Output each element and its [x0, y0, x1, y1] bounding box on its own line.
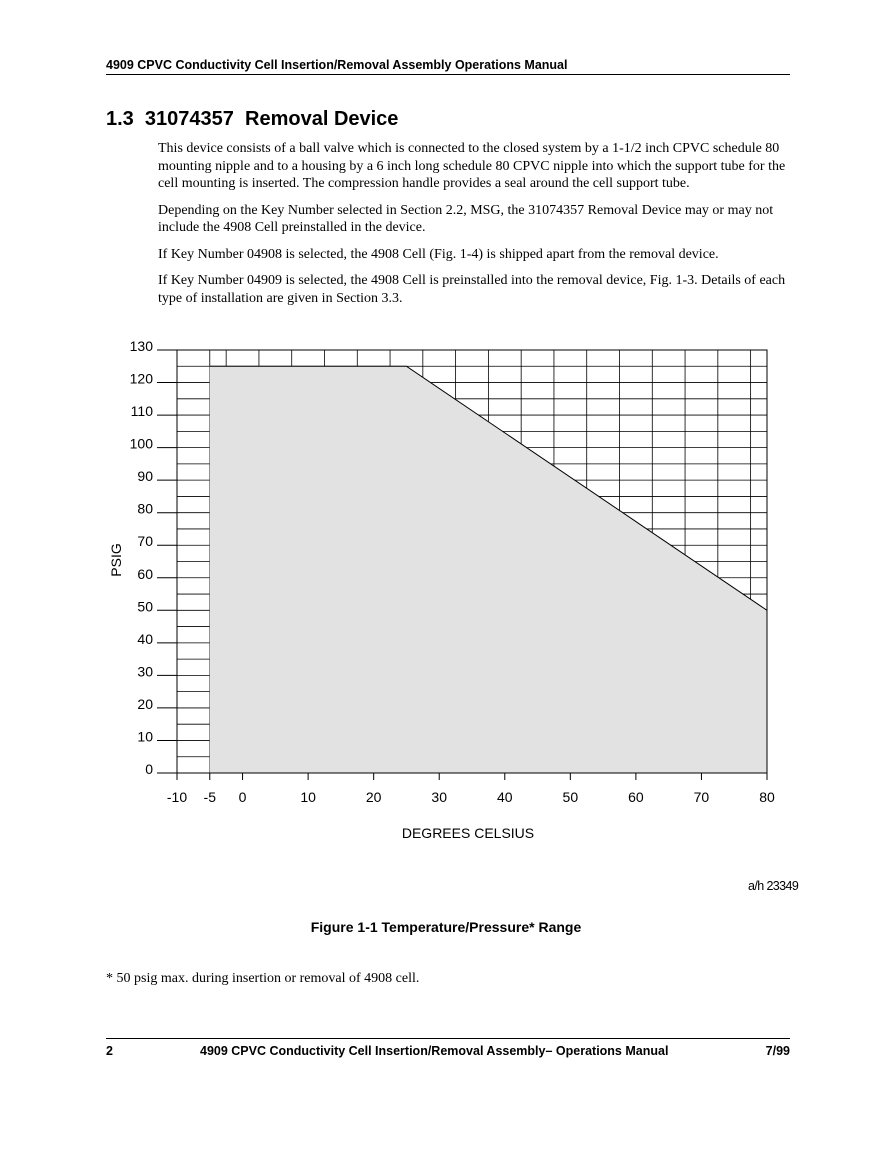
running-header: 4909 CPVC Conductivity Cell Insertion/Removal Assembly Operations Manual: [106, 58, 790, 75]
paragraph: If Key Number 04909 is selected, the 4908 Cell is preinstalled into the removal device, Fig. 1-3. Details of each type of installation are given in Section 3.3.: [158, 273, 786, 306]
y-tick-label: 110: [130, 403, 153, 420]
y-tick-label: 130: [129, 338, 153, 354]
figure-caption: Figure 1-1 Temperature/Pressure* Range: [310, 919, 582, 935]
y-tick-label: 20: [137, 695, 153, 712]
x-tick-label: -5: [203, 789, 217, 805]
x-tick-label: -10: [166, 789, 188, 805]
x-tick-label: 40: [496, 789, 513, 805]
y-tick-label: 60: [137, 565, 153, 582]
x-tick-label: 50: [562, 789, 579, 805]
y-tick-label: 40: [137, 630, 153, 647]
y-tick-label: 10: [137, 728, 153, 745]
x-tick-label: 30: [431, 789, 448, 805]
chart-area: [210, 366, 767, 773]
y-tick-label: 70: [137, 533, 153, 550]
x-tick-label: 20: [365, 789, 382, 805]
y-tick-label: 120: [129, 370, 153, 387]
paragraph: This device consists of a ball valve which is connected to the closed system by a 1-1/2 inch CPVC schedule 80 mounting nipple and to a housing by a 6 inch long schedule 80 CPVC nipple into which the support tube for the cell mounting is inserted. The compression handle provides a seal around the cell support tube.: [158, 141, 786, 191]
y-tick-label: 30: [137, 663, 153, 680]
x-tick-label: 10: [300, 789, 316, 805]
running-footer: [106, 1038, 790, 1058]
footer-date: 7/99: [765, 1044, 790, 1058]
footer-title: 4909 CPVC Conductivity Cell Insertion/Removal Assembly– Operations Manual: [200, 1044, 669, 1058]
y-tick-labels: [130, 338, 154, 777]
figure-reference-code: a/h 23349: [748, 879, 799, 893]
y-tick-label: 100: [129, 435, 153, 452]
operating-range-area: [210, 366, 767, 773]
section-heading: 1.3 31074357 Removal Device: [106, 108, 399, 130]
y-tick-label: 80: [137, 500, 153, 517]
y-axis-label: PSIG: [108, 543, 124, 577]
x-tick-label: 80: [759, 789, 775, 805]
page-number: 2: [106, 1044, 113, 1058]
x-tick-labels: [167, 789, 775, 805]
x-tick-label: 60: [628, 789, 644, 805]
y-tick-label: 90: [137, 468, 153, 485]
x-tick-label: 0: [238, 789, 247, 805]
x-tick-label: 70: [693, 789, 710, 805]
paragraph: Depending on the Key Number selected in Section 2.2, MSG, the 31074357 Removal Device may or may not include the 4908 Cell preinstalled in the device.: [158, 202, 774, 235]
footnote: * 50 psig max. during insertion or removal of 4908 cell.: [106, 971, 420, 986]
paragraph: If Key Number 04908 is selected, the 4908 Cell (Fig. 1-4) is shipped apart from the removal device.: [158, 246, 719, 262]
y-tick-label: 50: [137, 598, 153, 615]
x-axis-label: DEGREES CELSIUS: [401, 825, 535, 841]
y-tick-label: 0: [145, 761, 153, 777]
